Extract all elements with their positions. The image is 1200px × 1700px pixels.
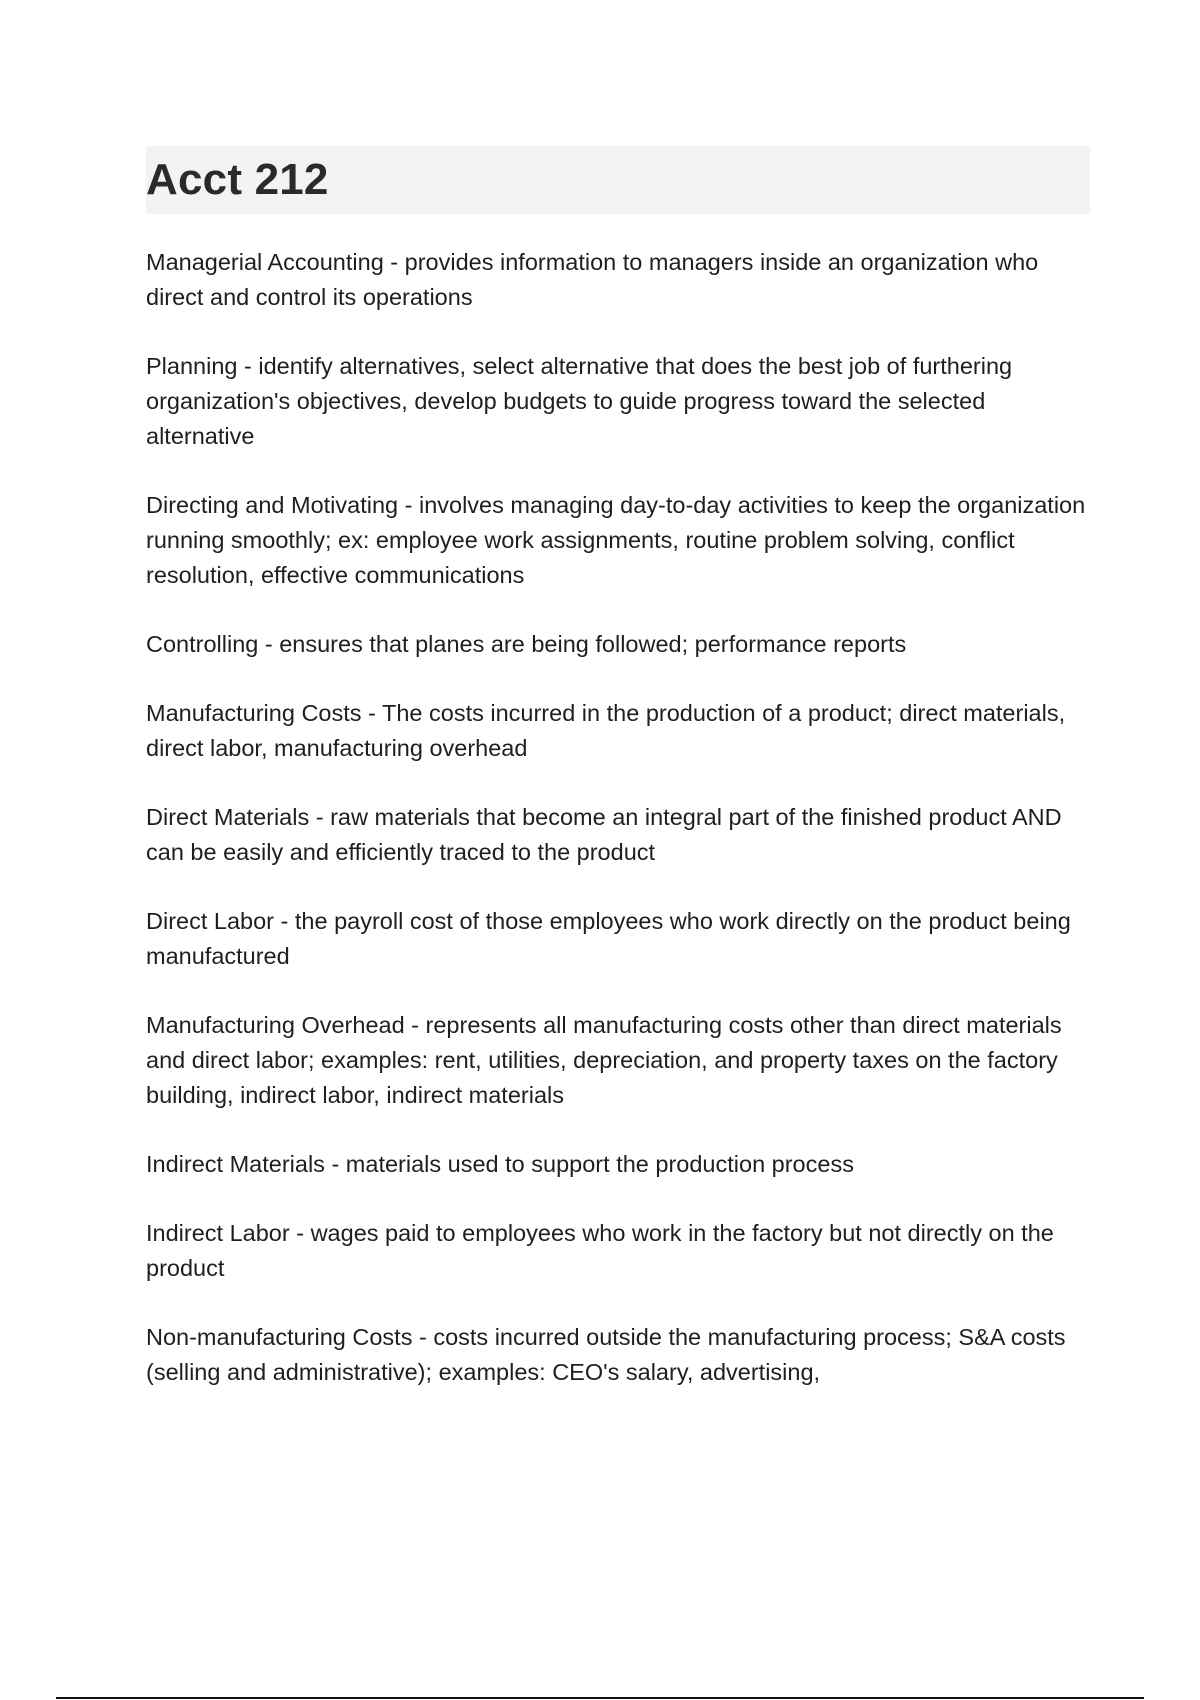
- definition-entry: Manufacturing Costs - The costs incurred in the production of a product; direct materials, direct labor, manufacturing overhead: [146, 700, 1066, 761]
- definition-entry: Indirect Materials - materials used to support the production process: [146, 1151, 854, 1177]
- definition-list: [146, 245, 1090, 1424]
- definition-entry: Managerial Accounting - provides information to managers inside an organization who direct and control its operations: [146, 249, 1039, 310]
- definition-entry: Indirect Labor - wages paid to employees who work in the factory but not directly on the product: [146, 1220, 1054, 1281]
- document-title: Acct 212: [146, 155, 329, 204]
- title-banner: [146, 146, 1090, 214]
- definition-entry: Manufacturing Overhead - represents all manufacturing costs other than direct materials and direct labor; examples: rent, utilities, depreciation, and property taxes on the factory building, indirect labor, indirect materials: [146, 1012, 1062, 1108]
- footer-divider: [56, 1697, 1144, 1699]
- definition-entry: Controlling - ensures that planes are being followed; performance reports: [146, 631, 907, 657]
- definition-entry: Direct Labor - the payroll cost of those employees who work directly on the product being manufactured: [146, 908, 1071, 969]
- definition-entry: Directing and Motivating - involves managing day-to-day activities to keep the organization running smoothly; ex: employee work assignments, routine problem solving, conflict resolution, effective communications: [146, 492, 1086, 588]
- definition-entry: Planning - identify alternatives, select alternative that does the best job of furthering organization's objectives, develop budgets to guide progress toward the selected alternative: [146, 353, 1013, 449]
- definition-entry: Direct Materials - raw materials that become an integral part of the finished product AND can be easily and efficiently traced to the product: [146, 804, 1062, 865]
- definition-entry: Non-manufacturing Costs - costs incurred outside the manufacturing process; S&A costs (selling and administrative); examples: CEO's salary, advertising,: [146, 1324, 1066, 1385]
